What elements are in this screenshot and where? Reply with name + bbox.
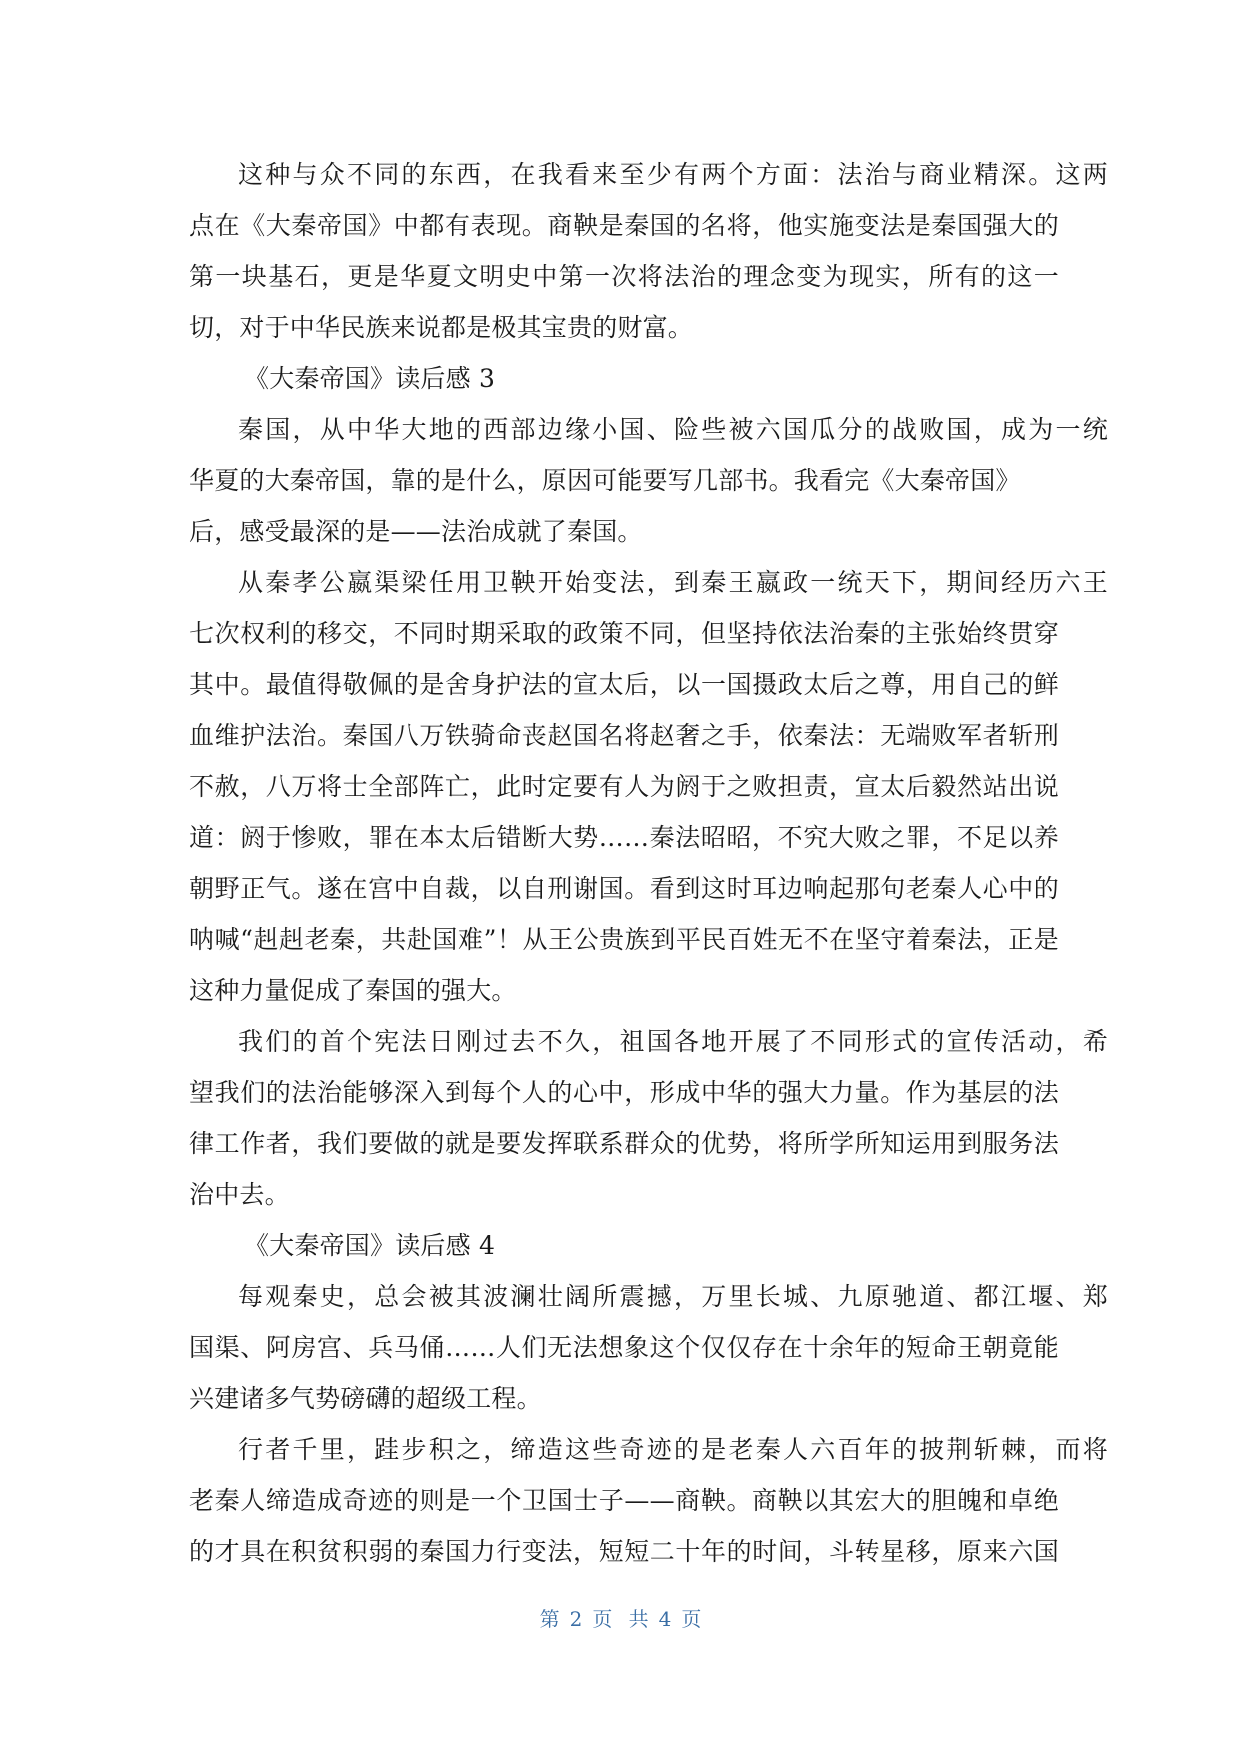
paragraph-line: 望我们的法治能够深入到每个人的心中，形成中华的强大力量。作为基层的法: [189, 1078, 1059, 1107]
paragraph-line: 治中去。: [189, 1180, 290, 1209]
page-footer: [0, 1607, 1241, 1631]
paragraph-line: 血维护法治。秦国八万铁骑命丧赵国名将赵奢之手，依秦法：无端败军者斩刑: [189, 721, 1059, 750]
paragraph-line: 这种力量促成了秦国的强大。: [189, 976, 517, 1005]
paragraph-line: 呐喊“赳赳老秦，共赴国难”！从王公贵族到平民百姓无不在坚守着秦法，正是: [189, 925, 1059, 954]
paragraph-line: 朝野正气。遂在宫中自裁，以自刑谢国。看到这时耳边响起那句老秦人心中的: [189, 874, 1059, 903]
paragraph-line: 从秦孝公嬴渠梁任用卫鞅开始变法，到秦王嬴政一统天下，期间经历六王: [238, 568, 1108, 597]
paragraph-line: 律工作者，我们要做的就是要发挥联系群众的优势，将所学所知运用到服务法: [189, 1129, 1059, 1158]
paragraph-line: 不赦，八万将士全部阵亡，此时定要有人为阏于之败担责，宣太后毅然站出说: [189, 772, 1059, 801]
footer-total-pages: 4: [658, 1607, 672, 1631]
paragraph-line: 点在《大秦帝国》中都有表现。商鞅是秦国的名将，他实施变法是秦国强大的: [189, 211, 1059, 240]
paragraph-line: 的才具在积贫积弱的秦国力行变法，短短二十年的时间，斗转星移，原来六国: [189, 1537, 1059, 1566]
paragraph-line: 道：阏于惨败，罪在本太后错断大势……秦法昭昭，不究大败之罪，不足以养: [189, 823, 1059, 852]
paragraph-line: 国渠、阿房宫、兵马俑……人们无法想象这个仅仅存在十余年的短命王朝竟能: [189, 1333, 1059, 1362]
paragraph-line: 行者千里，跬步积之，缔造这些奇迹的是老秦人六百年的披荆斩棘，而将: [238, 1435, 1108, 1464]
footer-label-page: 第: [539, 1607, 560, 1631]
footer-label-of: 页 共: [592, 1607, 649, 1631]
paragraph-line: 这种与众不同的东西，在我看来至少有两个方面：法治与商业精深。这两: [238, 160, 1108, 189]
paragraph-line: 每观秦史，总会被其波澜壮阔所震撼，万里长城、九原驰道、都江堰、郑: [238, 1282, 1108, 1311]
paragraph-line: 兴建诸多气势磅礴的超级工程。: [189, 1384, 542, 1413]
section-heading-4: 《大秦帝国》读后感 4: [244, 1231, 496, 1260]
paragraph-line: 第一块基石，更是华夏文明史中第一次将法治的理念变为现实，所有的这一: [189, 262, 1059, 291]
paragraph-line: 切，对于中华民族来说都是极其宝贵的财富。: [189, 313, 694, 342]
paragraph-line: 其中。最值得敬佩的是舍身护法的宣太后，以一国摄政太后之尊，用自己的鲜: [189, 670, 1059, 699]
section-heading-3: 《大秦帝国》读后感 3: [244, 364, 496, 393]
footer-label-pages: 页: [681, 1607, 702, 1631]
paragraph-line: 秦国，从中华大地的西部边缘小国、险些被六国瓜分的战败国，成为一统: [238, 415, 1108, 444]
footer-current-page: 2: [569, 1607, 583, 1631]
paragraph-line: 后，感受最深的是——法治成就了秦国。: [189, 517, 643, 546]
paragraph-line: 我们的首个宪法日刚过去不久，祖国各地开展了不同形式的宣传活动，希: [238, 1027, 1108, 1056]
paragraph-line: 华夏的大秦帝国，靠的是什么，原因可能要写几部书。我看完《大秦帝国》: [189, 466, 1021, 495]
paragraph-line: 七次权利的移交，不同时期采取的政策不同，但坚持依法治秦的主张始终贯穿: [189, 619, 1059, 648]
paragraph-line: 老秦人缔造成奇迹的则是一个卫国士子——商鞅。商鞅以其宏大的胆魄和卓绝: [189, 1486, 1059, 1515]
